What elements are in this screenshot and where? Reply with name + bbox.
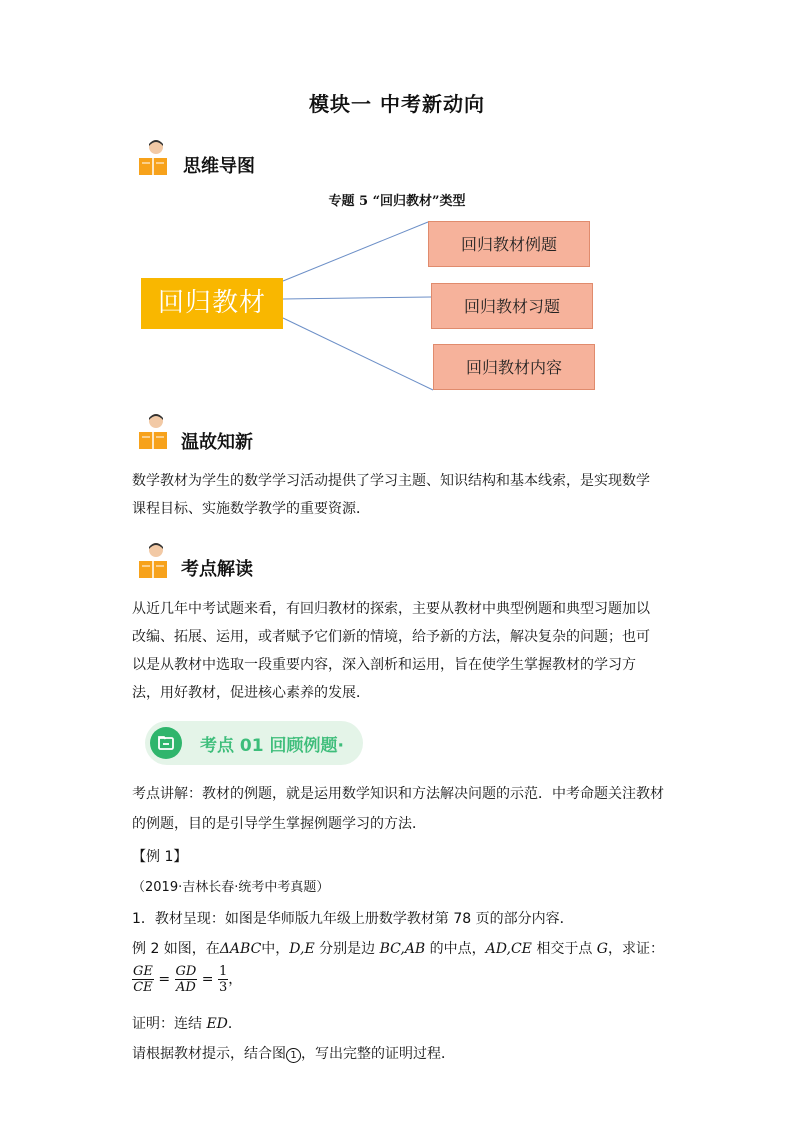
mindmap-node-content: 回归教材内容 xyxy=(433,344,595,390)
fraction-one-third xyxy=(218,964,228,995)
numerator: GD xyxy=(175,964,197,979)
circled-figure-number: 1 xyxy=(286,1048,301,1063)
mindmap-node-examples: 回归教材例题 xyxy=(428,221,590,267)
text: 证明：连结 xyxy=(132,1016,207,1032)
kaodian-label: 考点 01 回顾例题· xyxy=(200,736,344,756)
example-2-statement xyxy=(132,938,664,958)
fraction-ge-ce xyxy=(132,964,154,995)
denominator: AD xyxy=(176,980,196,995)
fraction-gd-ad xyxy=(175,964,198,995)
folder-icon xyxy=(150,727,182,759)
mindmap-subtitle: 专题 5 “回归教材”类型 xyxy=(328,194,466,209)
points-de: D,E xyxy=(289,941,315,957)
explain-line-2: 的例题，目的是引导学生掌握例题学习的方法． xyxy=(132,816,426,832)
text: 例 2 如图，在 xyxy=(132,941,220,957)
equals-sign: = xyxy=(158,971,171,988)
explain-line-1: 考点讲解：教材的例题，就是运用数学知识和方法解决问题的示范．中考命题关注教材 xyxy=(132,786,664,802)
text: 相交于点 xyxy=(531,941,597,957)
section-title-review: 温故知新 xyxy=(181,432,253,453)
triangle-abc: ΔABC xyxy=(219,941,262,957)
reader-icon xyxy=(137,541,171,583)
text: 分别是边 xyxy=(314,941,380,957)
text: 中， xyxy=(261,941,290,957)
question-1: 1．教材呈现：如图是华师版九年级上册数学教材第 78 页的部分内容． xyxy=(132,911,574,927)
fraction-equation xyxy=(132,964,242,995)
sides-bc-ab: BC,AB xyxy=(379,941,426,957)
text: ，写出完整的证明过程． xyxy=(301,1046,455,1062)
point-g: G xyxy=(596,941,608,957)
text: ，求证： xyxy=(607,941,664,957)
mindmap-node-exercises: 回归教材习题 xyxy=(431,283,593,329)
segment-ed: ED xyxy=(206,1016,228,1032)
mindmap-connectors xyxy=(0,0,794,420)
equals-sign: = xyxy=(201,971,214,988)
points-paragraph: 从近几年中考试题来看，有回归教材的探索，主要从教材中典型例题和典型习题加以改编、拓展、运用，或者赋予它们新的情境，给予新的方法，解决复杂的问题；也可以是从教材中选取一段重要内容，深入剖析和运用，旨在使学生掌握教材的学习方法，用好教材，促进核心素养的发展． xyxy=(132,601,650,701)
example-tag: 【例 1】 xyxy=(132,849,188,865)
comma: ， xyxy=(228,971,243,988)
text: ． xyxy=(227,1016,242,1032)
denominator: CE xyxy=(133,980,153,995)
proof-line xyxy=(132,1013,242,1033)
section-title-points: 考点解读 xyxy=(181,559,253,580)
numerator: GE xyxy=(133,964,153,979)
review-paragraph: 数学教材为学生的数学学习活动提供了学习主题、知识结构和基本线索，是实现数学课程目标、实施数学教学的重要资源． xyxy=(132,473,650,517)
page-title: 模块一 中考新动向 xyxy=(309,92,485,116)
reader-icon xyxy=(137,412,171,454)
mindmap-root: 回归教材 xyxy=(141,278,283,329)
text: 的中点， xyxy=(425,941,486,957)
question-source: （2019·吉林长春·统考中考真题） xyxy=(132,880,330,895)
denominator: 3 xyxy=(218,980,228,995)
lines-ad-ce: AD,CE xyxy=(485,941,532,957)
text: 请根据教材提示，结合图 xyxy=(132,1046,286,1062)
final-instruction xyxy=(132,1043,455,1063)
numerator: 1 xyxy=(218,964,228,979)
section-title-mindmap: 思维导图 xyxy=(183,156,255,177)
